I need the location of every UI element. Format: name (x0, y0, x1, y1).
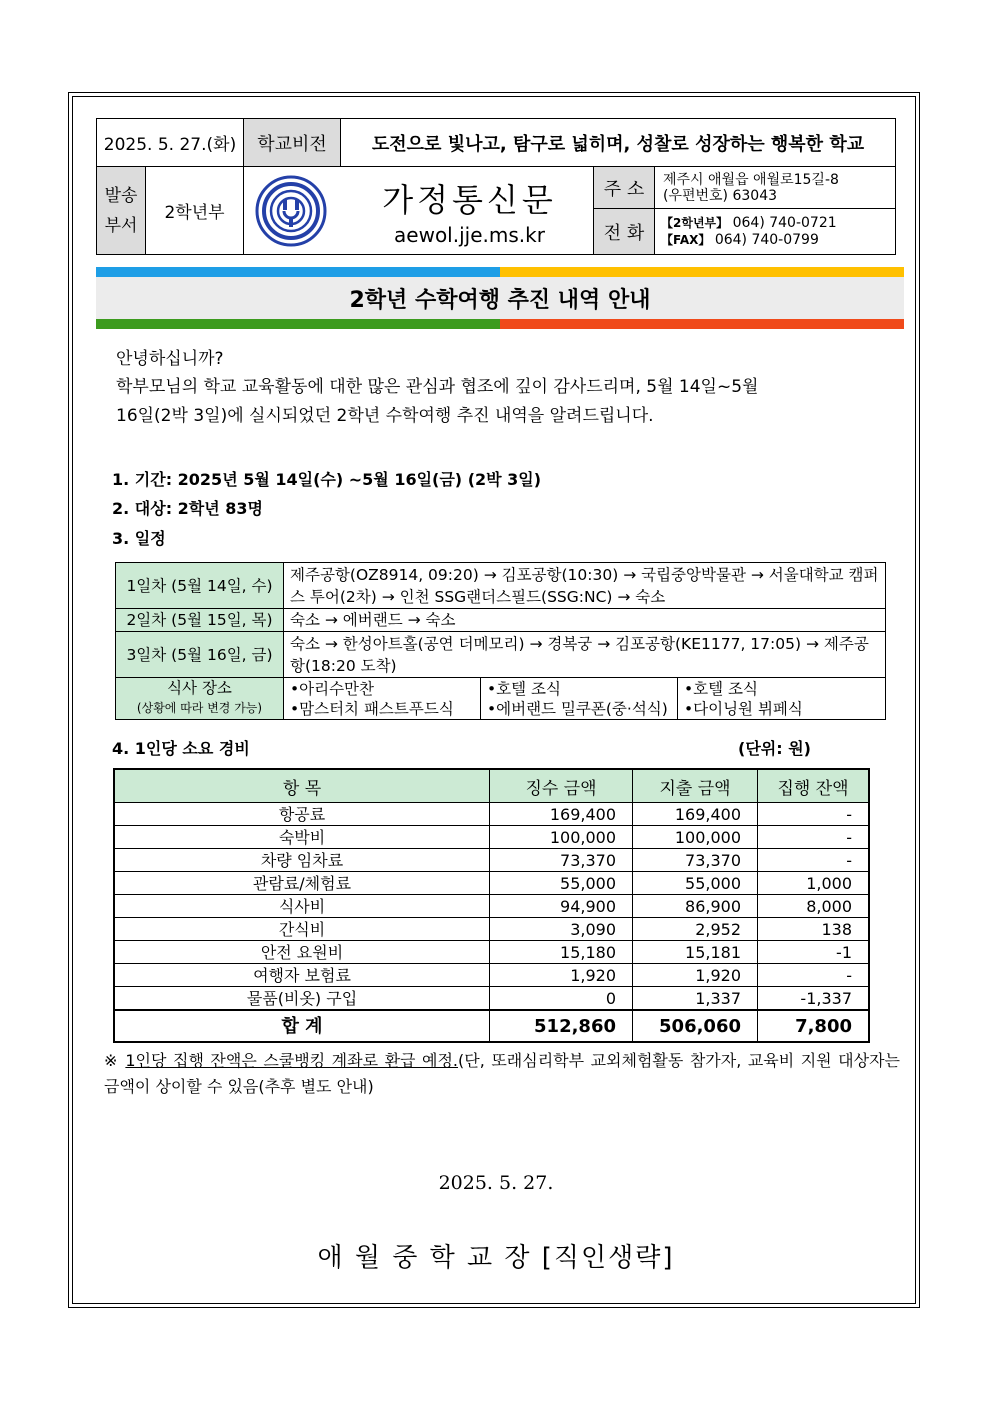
collected-amount: 73,370 (490, 849, 633, 872)
band-green (96, 319, 500, 329)
dept-value: 2학년부 (146, 167, 244, 255)
spent-amount: 169,400 (633, 803, 758, 826)
cost-header-row (114, 769, 869, 803)
collected-amount: 55,000 (490, 872, 633, 895)
meal-row (116, 678, 886, 720)
cost-table (113, 768, 870, 1043)
dept-label: 발송 부서 (97, 167, 146, 255)
col-spent: 지출 금액 (633, 769, 758, 803)
collected-amount: 1,920 (490, 964, 633, 987)
cost-row (114, 895, 869, 918)
phone-label: 전 화 (594, 209, 655, 255)
newsletter-title: 가정통신문 (382, 180, 557, 219)
spent-amount: 1,920 (633, 964, 758, 987)
cost-row (114, 964, 869, 987)
day-label: 2일차 (5월 15일, 목) (116, 609, 284, 632)
day-itinerary: 제주공항(OZ8914, 09:20) → 김포공항(10:30) → 국립중앙박물관 → 서울대학교 캠퍼스 투어(2차) → 인천 SSG랜더스필드(SSG:NC) → 숙소 (284, 563, 886, 609)
total-label: 합 계 (114, 1010, 490, 1042)
schedule-row (116, 632, 886, 678)
meal-day-1: •아리수만찬 •맘스터치 패스트푸드식 (284, 678, 481, 720)
item-name: 간식비 (114, 918, 490, 941)
principal-signature: 애 월 중 학 교 장 [직인생략] (317, 1243, 675, 1273)
balance-amount: -1,337 (758, 987, 870, 1011)
collected-amount: 15,180 (490, 941, 633, 964)
col-balance: 집행 잔액 (758, 769, 870, 803)
item-name: 물품(비옷) 구입 (114, 987, 490, 1011)
newsletter-header (96, 118, 896, 255)
collected-amount: 100,000 (490, 826, 633, 849)
intro-line-2: 16일(2박 3일)에 실시되었던 2학년 수학여행 추진 내역을 알려드립니다. (116, 406, 654, 426)
greeting: 안녕하십니까? (116, 349, 224, 369)
meal-day-3: •호텔 조식 •다이닝원 뷔페식 (678, 678, 886, 720)
balance-amount: -1 (758, 941, 870, 964)
spent-amount: 73,370 (633, 849, 758, 872)
refund-note-underlined: 1인당 집행 잔액은 스쿨뱅킹 계좌로 환급 예정. (125, 1051, 459, 1070)
schedule-row (116, 563, 886, 609)
day-label: 1일차 (5월 14일, 수) (116, 563, 284, 609)
day-itinerary: 숙소 → 한성아트홀(공연 더메모리) → 경복궁 → 김포공항(KE1177, 17:05) → 제주공항(18:20 도착) (284, 632, 886, 678)
cost-heading: 4. 1인당 소요 경비 (112, 739, 250, 758)
cost-unit: (단위: 원) (738, 739, 811, 758)
item-name: 관람료/체험료 (114, 872, 490, 895)
issue-date: 2025. 5. 27.(화) (97, 119, 244, 167)
newsletter-title-cell (244, 167, 594, 255)
spent-amount: 15,181 (633, 941, 758, 964)
total-spent: 506,060 (633, 1010, 758, 1042)
balance-amount: - (758, 849, 870, 872)
schedule-row (116, 609, 886, 632)
total-collected: 512,860 (490, 1010, 633, 1042)
balance-amount: 1,000 (758, 872, 870, 895)
day-itinerary: 숙소 → 에버랜드 → 숙소 (284, 609, 886, 632)
cost-row (114, 941, 869, 964)
cost-row (114, 987, 869, 1011)
cost-row (114, 872, 869, 895)
schedule-table (115, 562, 886, 720)
band-blue (96, 267, 500, 277)
item-name: 안전 요원비 (114, 941, 490, 964)
cost-row (114, 826, 869, 849)
title-band (96, 267, 904, 329)
total-row (114, 1010, 869, 1042)
balance-amount: - (758, 826, 870, 849)
day-label: 3일차 (5월 16일, 금) (116, 632, 284, 678)
band-red (500, 319, 904, 329)
cost-row (114, 849, 869, 872)
spent-amount: 2,952 (633, 918, 758, 941)
item-name: 차량 임차료 (114, 849, 490, 872)
footer-date: 2025. 5. 27. (438, 1172, 554, 1194)
trip-period: 1. 기간: 2025년 5월 14일(수) ~5월 16일(금) (2박 3일) (112, 470, 542, 489)
balance-amount: - (758, 803, 870, 826)
school-address: 제주시 애월읍 애월로15길-8 (우편번호) 63043 (655, 167, 896, 209)
band-yellow (500, 267, 904, 277)
spent-amount: 55,000 (633, 872, 758, 895)
collected-amount: 0 (490, 987, 633, 1011)
spent-amount: 100,000 (633, 826, 758, 849)
spent-amount: 1,337 (633, 987, 758, 1011)
vision-label: 학교비전 (244, 119, 341, 167)
page-title: 2학년 수학여행 추진 내역 안내 (96, 277, 904, 319)
spent-amount: 86,900 (633, 895, 758, 918)
total-balance: 7,800 (758, 1010, 870, 1042)
schedule-heading: 3. 일정 (112, 529, 166, 548)
cost-row (114, 918, 869, 941)
school-emblem-icon (254, 174, 328, 248)
refund-note: ※ 1인당 집행 잔액은 스쿨뱅킹 계좌로 환급 예정.(단, 또래심리학부 교외체험활동 참가자, 교육비 지원 대상자는 금액이 상이할 수 있음(추후 별도 안내) (104, 1051, 900, 1096)
school-phone: 【2학년부】 064) 740-0721 【FAX】 064) 740-0799 (655, 209, 896, 255)
balance-amount: - (758, 964, 870, 987)
item-name: 숙박비 (114, 826, 490, 849)
cost-row (114, 803, 869, 826)
meal-day-2: •호텔 조식 •에버랜드 밀쿠폰(중·석식) (481, 678, 678, 720)
collected-amount: 169,400 (490, 803, 633, 826)
item-name: 항공료 (114, 803, 490, 826)
school-website: aewol.jje.ms.kr (394, 222, 545, 247)
school-vision: 도전으로 빛나고, 탐구로 넓히며, 성찰로 성장하는 행복한 학교 (341, 119, 896, 167)
item-name: 여행자 보험료 (114, 964, 490, 987)
trip-target: 2. 대상: 2학년 83명 (112, 499, 263, 518)
intro-line-1: 학부모님의 학교 교육활동에 대한 많은 관심과 협조에 깊이 감사드리며, 5월 14일~5월 (116, 377, 759, 397)
col-item: 항 목 (114, 769, 490, 803)
meal-label: 식사 장소 (상황에 따라 변경 가능) (116, 678, 284, 720)
collected-amount: 3,090 (490, 918, 633, 941)
col-collected: 징수 금액 (490, 769, 633, 803)
item-name: 식사비 (114, 895, 490, 918)
balance-amount: 8,000 (758, 895, 870, 918)
address-label: 주 소 (594, 167, 655, 209)
collected-amount: 94,900 (490, 895, 633, 918)
balance-amount: 138 (758, 918, 870, 941)
